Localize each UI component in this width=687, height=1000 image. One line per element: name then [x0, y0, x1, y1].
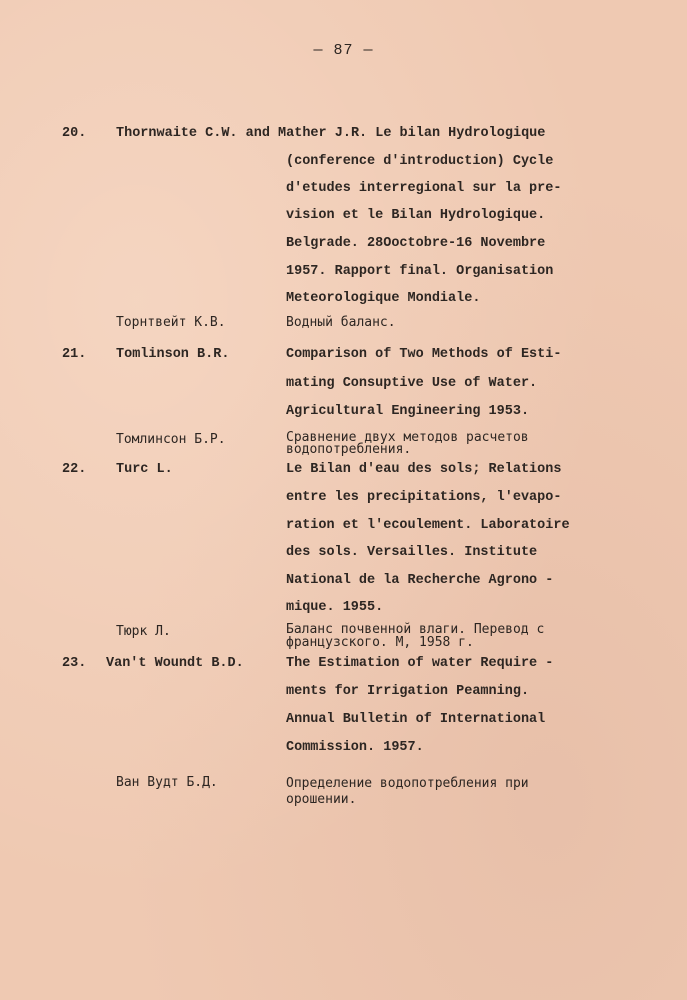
- entry-author-russian: Томлинсон Б.Р.: [116, 432, 226, 447]
- reference-line: entre les precipitations, l'evapo-: [286, 490, 562, 505]
- reference-line: ments for Irrigation Peamning.: [286, 684, 530, 699]
- entry-author: Tomlinson B.R.: [116, 347, 230, 362]
- reference-line: vision et le Bilan Hydrologique.: [286, 208, 546, 223]
- reference-line: Comparison of Two Methods of Esti-: [286, 347, 562, 362]
- reference-line-russian: орошении.: [286, 792, 357, 807]
- reference-line: mating Consuptive Use of Water.: [286, 376, 538, 391]
- reference-line-russian: французского. М, 1958 г.: [286, 635, 474, 650]
- entry-author-russian: Торнтвейт К.В.: [116, 315, 226, 330]
- reference-line: Belgrade. 28Ooctobre-16 Novembre: [286, 236, 546, 251]
- reference-line: Le Bilan d'eau des sols; Relations: [286, 462, 562, 477]
- reference-line: mique. 1955.: [286, 600, 384, 615]
- entry-author-russian: Тюрк Л.: [116, 624, 171, 639]
- entry-number: 21.: [62, 347, 87, 362]
- reference-line: Meteorologique Mondiale.: [286, 291, 481, 306]
- entry-number: 23.: [62, 656, 87, 671]
- reference-line: 1957. Rapport final. Organisation: [286, 264, 554, 279]
- reference-line-russian: Баланс почвенной влаги. Перевод с: [286, 622, 545, 637]
- entry-author-russian: Ван Вудт Б.Д.: [116, 775, 218, 790]
- entry-author: Van't Woundt B.D.: [106, 656, 244, 671]
- reference-line: Commission. 1957.: [286, 740, 424, 755]
- reference-line-russian: Сравнение двух методов расчетов: [286, 430, 529, 445]
- reference-line-russian: Определение водопотребления при: [286, 776, 529, 791]
- entry-author: Thornwaite C.W. and Mather J.R. Le bilan Hydrologique: [116, 126, 546, 141]
- reference-line-russian: водопотребления.: [286, 442, 412, 457]
- entry-number: 20.: [62, 126, 87, 141]
- reference-line: National de la Recherche Agrono -: [286, 573, 554, 588]
- reference-line: Agricultural Engineering 1953.: [286, 404, 530, 419]
- reference-line: des sols. Versailles. Institute: [286, 545, 538, 560]
- page-number: — 87 —: [313, 42, 374, 59]
- entry-number: 22.: [62, 462, 87, 477]
- reference-line: d'etudes interregional sur la pre-: [286, 181, 562, 196]
- entry-author: Turc L.: [116, 462, 173, 477]
- reference-line: ration et l'ecoulement. Laboratoire: [286, 518, 570, 533]
- reference-line: The Estimation of water Require -: [286, 656, 554, 671]
- reference-line: Annual Bulletin of International: [286, 712, 546, 727]
- reference-line-russian: Водный баланс.: [286, 315, 396, 330]
- reference-line: (conference d'introduction) Cycle: [286, 154, 554, 169]
